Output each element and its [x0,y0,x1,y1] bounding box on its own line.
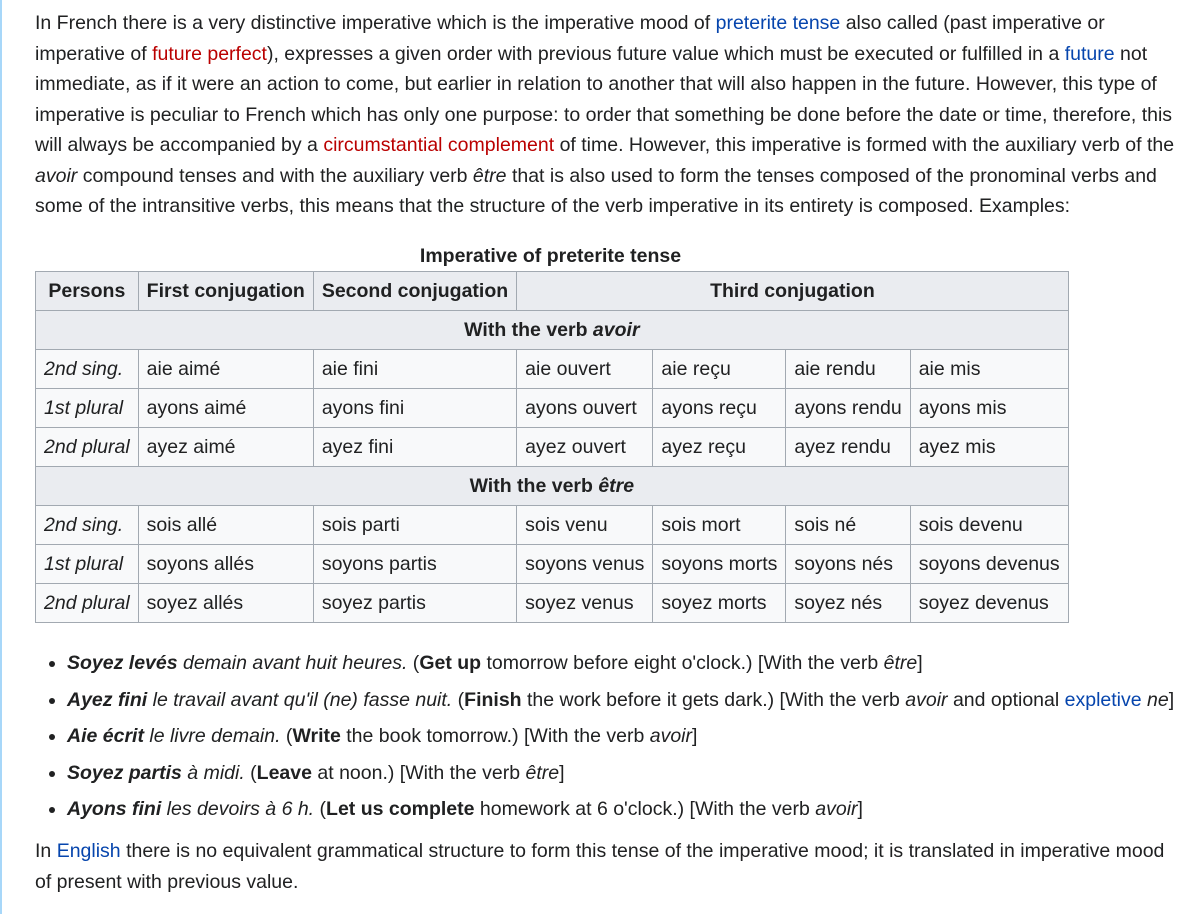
table-cell: soyons nés [786,545,910,584]
examples-list [35,645,1200,828]
example-text: tomorrow before eight o'clock.) [With the verb [481,652,884,674]
list-item [67,645,1200,682]
section-row-avoir [36,311,1069,350]
example-french-verb: Ayez fini [67,688,148,711]
header-persons: Persons [36,272,139,311]
example-aux-verb: avoir [649,725,693,747]
example-text: at noon.) [With the verb [311,761,526,784]
intro-text-7: that is also used to form the tenses composed of the pronominal verbs and some of the intransitive verbs, this means that the structure of the verb imperative in its entirety is composed. Examples: [35,164,1157,217]
example-text: ] [1168,688,1175,711]
section-etre-prefix: With the verb [469,474,599,497]
intro-text-2: also called (past imperative or imperative of [35,12,1105,65]
table-cell: ayez ouvert [517,428,653,467]
example-text: the book tomorrow.) [With the verb [340,725,650,747]
list-item [67,682,1200,719]
table-cell: 2nd sing. [36,350,139,389]
table-header-row [36,272,1069,311]
table-cell: sois né [786,506,910,545]
table-cell: 2nd plural [36,584,139,623]
table-cell: 2nd plural [36,428,139,467]
intro-paragraph [35,8,1185,222]
table-cell: ayons aimé [138,389,313,428]
table-cell: soyez morts [653,584,786,623]
table-cell: ayez aimé [138,428,313,467]
link-future-perfect[interactable]: future perfect [152,42,267,65]
example-ne: ne [1147,688,1169,711]
table-row [36,545,1069,584]
example-aux-verb: avoir [815,798,858,820]
table-cell: 1st plural [36,389,139,428]
example-french-rest: le livre demain. [143,725,281,747]
section-row-etre [36,467,1069,506]
example-text: ( [280,725,293,747]
table-cell: soyons allés [138,545,313,584]
table-cell: sois mort [653,506,786,545]
example-french-rest: demain avant huit heures. [177,652,408,674]
link-circumstantial-complement[interactable]: circumstantial complement [323,134,555,156]
table-cell: soyez allés [138,584,313,623]
list-item [67,718,1200,755]
example-aux-verb: être [525,761,560,784]
example-aux-verb: avoir [905,688,948,711]
table-cell: aie aimé [138,350,313,389]
table-cell: soyez devenus [910,584,1068,623]
example-text: ( [244,761,257,784]
table-row [36,506,1069,545]
section-avoir-verb: avoir [592,318,640,341]
intro-avoir: avoir [35,164,78,187]
example-french-verb: Soyez partis [67,761,182,784]
link-expletive[interactable]: expletive [1064,688,1142,711]
example-french-rest: à midi. [181,761,245,784]
table-caption: Imperative of preterite tense [419,245,682,267]
section-avoir [36,311,1069,350]
intro-etre: être [472,164,507,187]
table-cell: ayez mis [910,428,1068,467]
example-text: the work before it gets dark.) [With the verb [521,688,906,711]
example-french-verb: Soyez levés [67,652,178,674]
list-item [67,791,1200,828]
table-cell: aie mis [910,350,1068,389]
section-etre-verb: être [598,474,635,497]
table-row [36,350,1069,389]
section-avoir-prefix: With the verb [464,318,593,341]
table-cell: soyons venus [517,545,653,584]
example-english-verb: Leave [256,761,312,784]
header-second-conjugation: Second conjugation [313,272,516,311]
table-cell: ayons reçu [653,389,786,428]
example-text: ] [559,761,565,784]
example-aux-verb: être [883,652,918,674]
table-cell: ayons mis [910,389,1068,428]
example-text: ] [857,798,863,820]
outro-text-2: there is no equivalent grammatical structure to form this tense of the imperative mood; it is translated in imperative mood of present with previous value. [35,840,1165,893]
table-cell: soyez nés [786,584,910,623]
example-text: ( [452,688,465,711]
table-cell: 2nd sing. [36,506,139,545]
example-french-rest: les devoirs à 6 h. [161,798,315,820]
table-row [36,389,1069,428]
example-text: homework at 6 o'clock.) [With the verb [474,798,816,820]
table-cell: 1st plural [36,545,139,584]
example-text: ( [407,652,420,674]
table-cell: soyons morts [653,545,786,584]
table-cell: aie ouvert [517,350,653,389]
example-french-rest: le travail avant qu'il (ne) fasse nuit. [147,688,453,711]
table-cell: ayons fini [313,389,516,428]
table-row [36,584,1069,623]
table-cell: ayez reçu [653,428,786,467]
link-english[interactable]: English [56,840,121,862]
table-cell: ayons rendu [786,389,910,428]
example-english-verb: Write [292,725,341,747]
conjugation-table [35,271,1069,623]
table-cell: aie rendu [786,350,910,389]
header-first-conjugation: First conjugation [138,272,313,311]
table-cell: soyons devenus [910,545,1068,584]
example-english-verb: Finish [464,688,522,711]
table-row [36,428,1069,467]
table-cell: ayez rendu [786,428,910,467]
example-text: ( [314,798,327,820]
example-french-verb: Aie écrit [67,725,144,747]
intro-text-4: not immediate, as if it were an action to come, but earlier in relation to another that will also happen in the future. However, this type of imperative is peculiar to French which has only one purpose: to order that something be done before the date or time, therefore, this will always be accompanied by a [35,42,1173,156]
example-text: ] [692,725,698,747]
link-future[interactable]: future [1064,42,1115,65]
table-cell: soyez venus [517,584,653,623]
example-text: and optional [947,688,1065,711]
table-cell: soyez partis [313,584,516,623]
header-third-conjugation: Third conjugation [517,272,1069,311]
intro-text-5: of time. However, this imperative is formed with the auxiliary verb of the [554,134,1175,156]
example-english-verb: Let us complete [326,798,475,820]
intro-text-3: ), expresses a given order with previous future value which must be executed or fulfilled in a [266,42,1065,65]
table-cell: sois parti [313,506,516,545]
table-cell: sois devenu [910,506,1068,545]
table-cell: aie fini [313,350,516,389]
outro-paragraph [35,836,1185,897]
table-cell: sois venu [517,506,653,545]
example-french-verb: Ayons fini [67,798,162,820]
intro-text-1: In French there is a very distinctive imperative which is the imperative mood of [35,12,716,34]
list-item [67,755,1200,792]
example-text: ] [917,652,923,674]
link-preterite-tense[interactable]: preterite tense [715,12,841,34]
table-cell: aie reçu [653,350,786,389]
example-english-verb: Get up [419,652,482,674]
section-etre [36,467,1069,506]
outro-text-1: In [35,840,57,862]
page-left-border [0,0,2,914]
table-cell: soyons partis [313,545,516,584]
table-cell: sois allé [138,506,313,545]
intro-text-6: compound tenses and with the auxiliary verb [77,164,473,187]
table-cell: ayez fini [313,428,516,467]
table-cell: ayons ouvert [517,389,653,428]
